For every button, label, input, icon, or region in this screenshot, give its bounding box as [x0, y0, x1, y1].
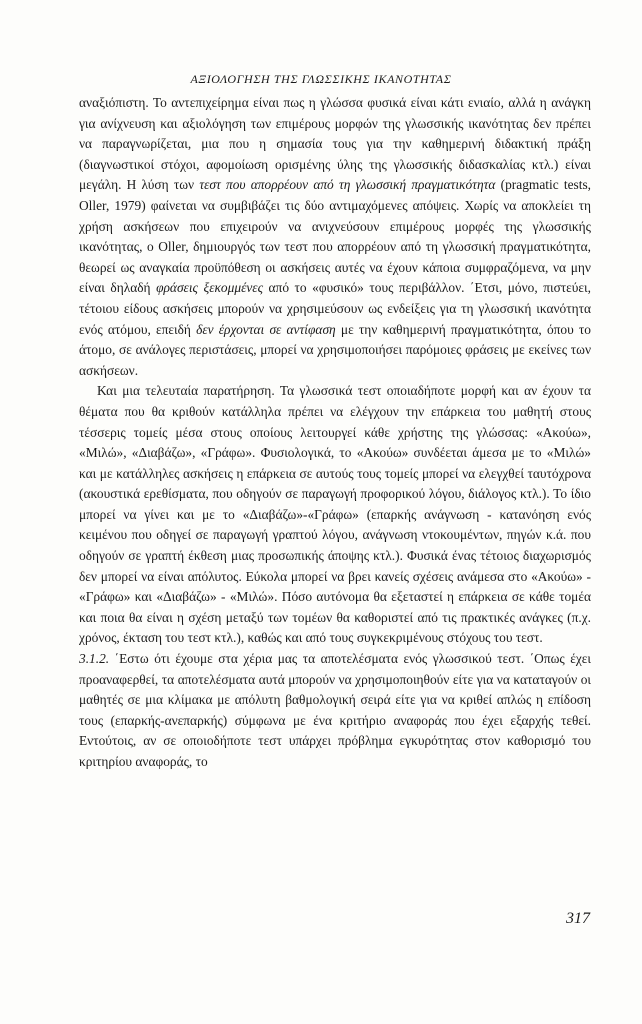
page-number: 317: [566, 910, 590, 927]
paragraph-1-text-a: αναξιόπιστη. Το αντεπιχείρημα είναι πως η γλώσσα φυσικά είναι κάτι ενιαίο, αλλά η ανάγκη για ανίχνευση και αξιολόγηση των επιμέρους μορφών της γλωσσικής ικανότητας δεν πρέπει να παραγνωρίζεται, μια που η σημασία τους για την καθημερινή διδακτική πράξη (διαγνωστικοί στόχοι, αφομοίωση ορισμένης ύλης της γλωσσικής διδασκαλίας κτλ.) είναι μεγάλη. Η λύση των: [79, 95, 591, 193]
running-header: ΑΞΙΟΛΟΓΗΣΗ ΤΗΣ ΓΛΩΣΣΙΚΗΣ ΙΚΑΝΟΤΗΤΑΣ: [190, 72, 452, 86]
paragraph-1-emphasis-b: φράσεις ξεκομμένες: [156, 280, 264, 296]
section-number: 3.1.2.: [79, 651, 110, 667]
paragraph-3-text: ΄Εστω ότι έχουμε στα χέρια μας τα αποτελέσματα ενός γλωσσικού τεστ. ΄Οπως έχει προαναφερθεί, τα αποτελέσματα αυτά μπορούν να χρησιμοποιηθούν είτε για να καταταγούν οι μαθητές σε μια κλίμακα με απόλυτη βαθμολογική σειρά είτε για να κριθεί απλώς η επίδοση τους (επαρκής-ανεπαρκής) σύμφωνα με ένα κριτήριο αναφοράς που έχει εξαρχής τεθεί. Εντούτοις, αν σε οποιοδήποτε τεστ υπάρχει πρόβλημα εγκυρότητας στον καθορισμό του κριτηρίου αναφοράς, το: [79, 651, 591, 769]
paragraph-3: [79, 649, 591, 773]
paragraph-1-text-c: από το «φυσικό» τους περιβάλλον. ΄Ετσι, μόνο, πιστεύει, τέτοιου είδους ασκήσεις μπορούν να χρησιμεύσουν ως ενδείξεις για τη γλωσσική ικανότητα ενός ατόμου, επειδή: [79, 280, 591, 337]
paragraph-1-text-d: με την καθημερινή πραγματικότητα, όπου το άτομο, σε ανάλογες περιστάσεις, μπορεί να χρησιμοποιήσει παρόμοιες φράσεις με εκείνες των ασκήσεων.: [79, 321, 591, 378]
paragraph-2: Και μια τελευταία παρατήρηση. Τα γλωσσικά τεστ οποιαδήποτε μορφή και αν έχουν τα θέματα που θα κριθούν κατάλληλα πρέπει να ελέγχουν την επάρκεια του μαθητή στους τέσσερις τομείς μέσα στους οποίους λειτουργεί κάθε χρήστης της γλώσσας: «Ακούω», «Μιλώ», «Διαβάζω», «Γράφω». Φυσιολογικά, το «Ακούω» συνδέεται άμεσα με το «Μιλώ» και με κατάλληλες ασκήσεις η επάρκεια σε αυτούς τους τομείς μπορεί να ελεγχθεί ταυτόχρονα (ακουστικά ερεθίσματα, που οδηγούν σε παραγωγή προφορικού λόγου, διάλογος κτλ.). Το ίδιο μπορεί να γίνει και με το «Διαβάζω»-«Γράφω» (επαρκής ανάγνωση - κατανόηση ενός κειμένου που οδηγεί σε παραγωγή γραπτού λόγου, ανάγνωση ντοκουμέντων, πηγών κ.ά. που οδηγούν σε γραπτή έκθεση μιας προσωπικής άποψης κτλ.). Φυσικά ένας τέτοιος διαχωρισμός δεν μπορεί να είναι απόλυτος. Εύκολα μπορεί να βρει κανείς σχέσεις ανάμεσα στο «Ακούω» - «Γράφω» και «Διαβάζω» - «Μιλώ». Πόσο αυτόνομα θα εξεταστεί η επάρκεια σε κάθε τομέα και ποια θα είναι η σχέση μεταξύ των τομέων θα καθοριστεί από τις πρακτικές ανάγκες (π.χ. χρόνος, έκταση του τεστ κτλ.), καθώς και από τους συγκεκριμένους στόχους του τεστ.: [79, 383, 591, 646]
paragraph-1-emphasis-a: τεστ που απορρέουν από τη γλωσσική πραγματικότητα: [199, 177, 496, 193]
body-text: [79, 93, 591, 773]
paragraph-1-emphasis-c: δεν έρχονται σε αντίφαση: [196, 321, 336, 337]
paragraph-1: [79, 93, 591, 381]
paragraph-1-text-b: (pragmatic tests, Oller, 1979) φαίνεται να συμβιβάζει τις δύο αντιμαχόμενες απόψεις. Χωρίς να αποκλείει τη χρήση ασκήσεων που επιχειρούν να ανιχνεύσουν επιμέρους μορφές της γλωσσικής ικανότητας, ο Oller, δημιουργός των τεστ που απορρέουν από τη γλωσσική πραγματικότητα, θεωρεί ως αναγκαία προϋπόθεση οι ασκήσεις αυτές να έχουν κάποια συμφραζόμενα, να μην είναι δηλαδή: [79, 177, 592, 296]
